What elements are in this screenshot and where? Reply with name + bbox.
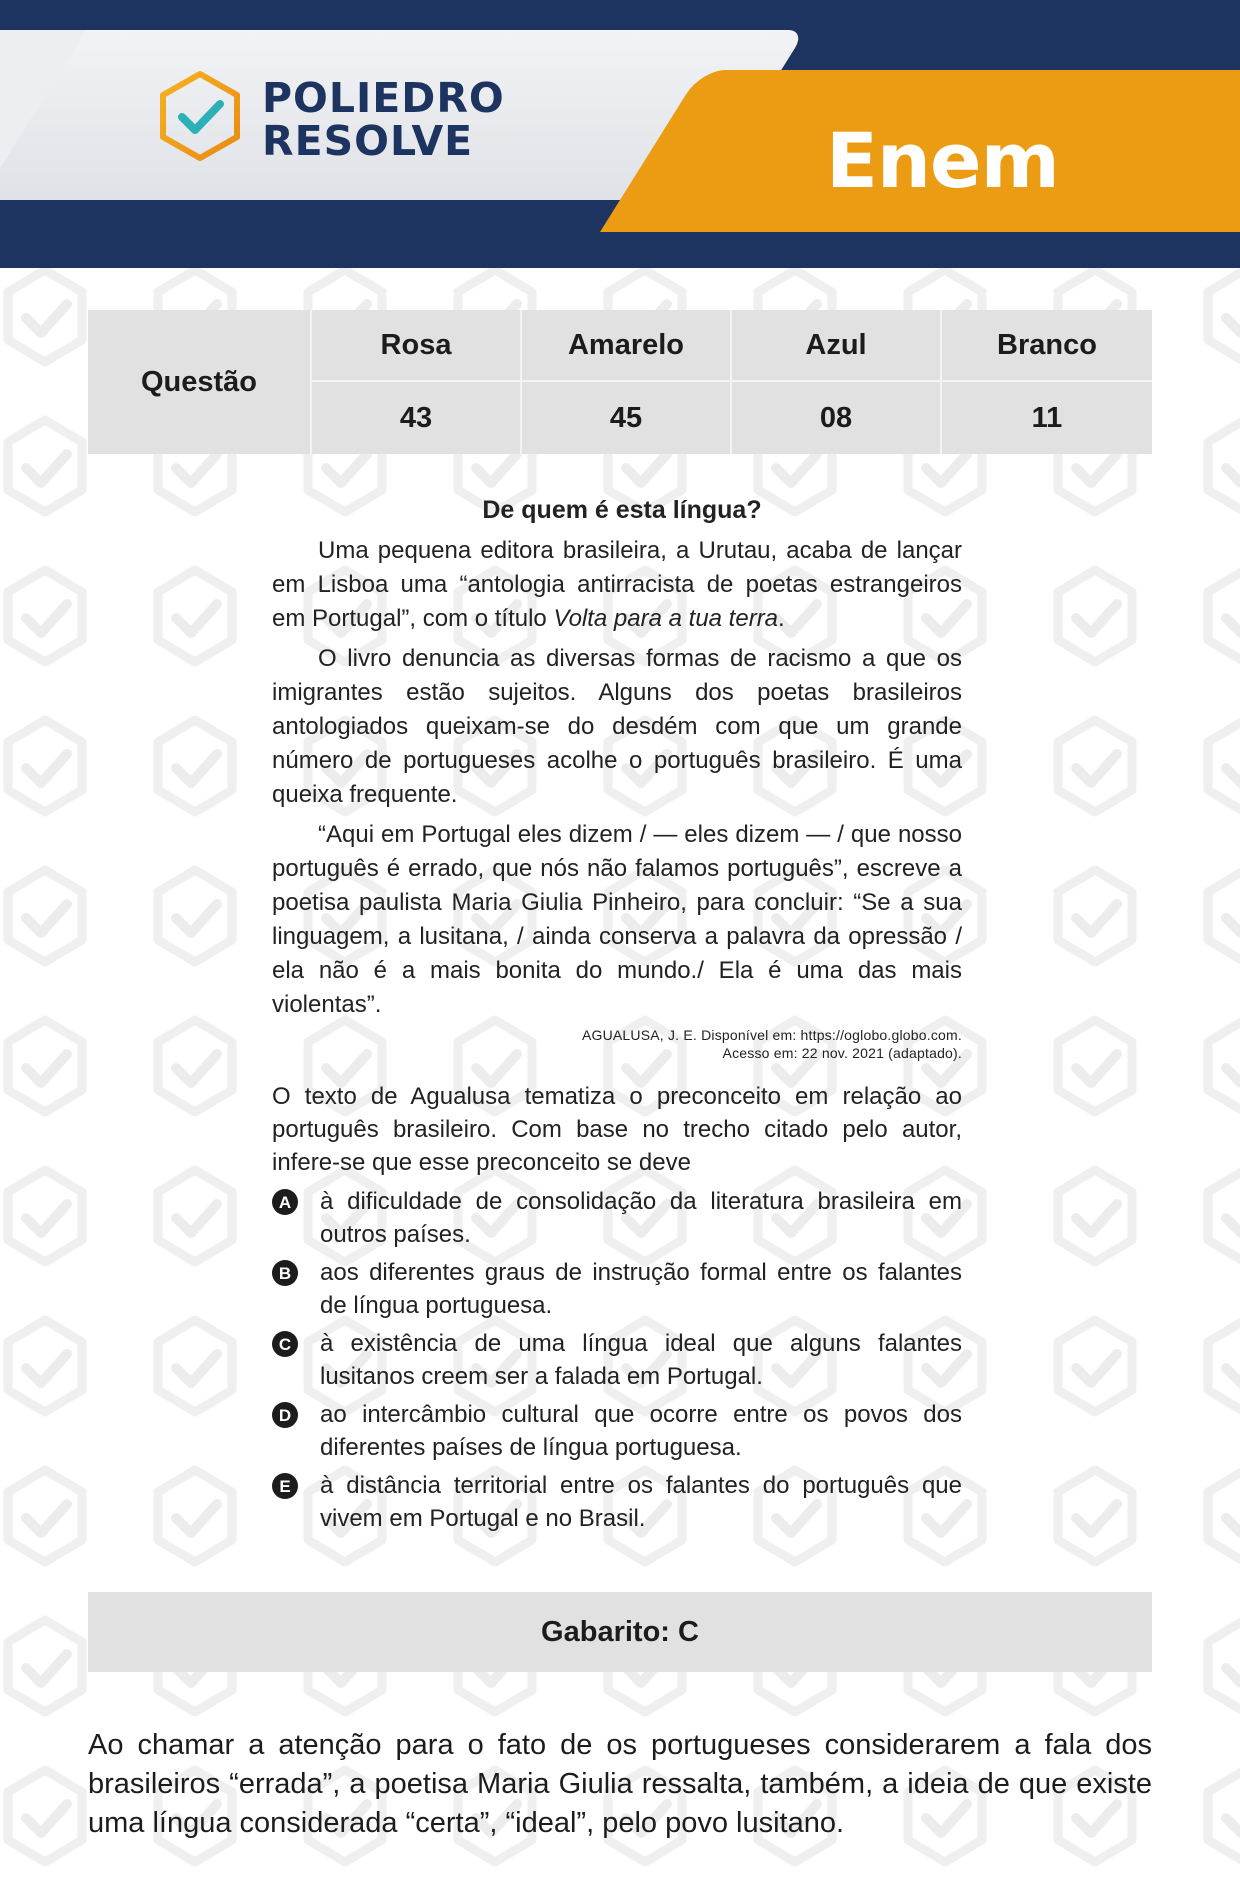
option-d-text: ao intercâmbio cultural que ocorre entre os povos dos diferentes países de língua portuguesa. — [320, 1401, 962, 1461]
question-prompt: O texto de Agualusa tematiza o preconceito em relação ao português brasileiro. Com base no trecho citado pelo autor, infere-se que esse preconceito se deve — [272, 1083, 962, 1176]
option-c-text: à existência de uma língua ideal que alguns falantes lusitanos creem ser a falada em Portugal. — [320, 1330, 962, 1390]
table-header-rosa: Rosa — [310, 310, 520, 382]
question-body — [272, 496, 962, 1535]
source-citation: AGUALUSA, J. E. Disponível em: https://oglobo.globo.com. Acesso em: 22 nov. 2021 (adaptado). — [581, 1027, 962, 1061]
paragraph-2: O livro denuncia as diversas formas de racismo a que os imigrantes estão sujeitos. Alguns dos poetas brasileiros antologiados queixam-se do desdém com que um grande número de portugueses acolhe o português brasileiro. É uma queixa frequente. — [272, 645, 962, 808]
option-a-text: à dificuldade de consolidação da literatura brasileira em outros países. — [320, 1188, 962, 1248]
option-a — [272, 1185, 962, 1251]
question-number-table — [88, 310, 1152, 454]
option-b — [272, 1256, 962, 1322]
paragraph-1: Uma pequena editora brasileira, a Urutau, acaba de lançar em Lisboa uma “antologia antirracista de poetas estrangeiros em Portugal”, com o título Volta para a tua terra. — [272, 537, 962, 632]
page-header — [0, 0, 1240, 268]
table-number-rosa: 43 — [310, 382, 520, 454]
table-label-questao: Questão — [88, 310, 310, 454]
option-e — [272, 1469, 962, 1535]
option-c-letter-icon: C — [272, 1331, 298, 1357]
option-d — [272, 1398, 962, 1464]
option-e-letter-icon: E — [272, 1473, 298, 1499]
hexagon-check-icon — [158, 70, 242, 162]
table-header-amarelo: Amarelo — [520, 310, 730, 382]
answer-options — [272, 1185, 962, 1535]
table-number-branco: 11 — [940, 382, 1152, 454]
option-c — [272, 1327, 962, 1393]
paragraph-3: “Aqui em Portugal eles dizem / — eles dizem — / que nosso português é errado, que nós não falamos português”, escreve a poetisa paulista Maria Giulia Pinheiro, para concluir: “Se a sua linguagem, a lusitana, / ainda conserva a palavra da opressão / ela não é a mais bonita do mundo./ Ela é uma das mais violentas”. — [272, 821, 962, 1018]
answer-explanation: Ao chamar a atenção para o fato de os portugueses considerarem a fala dos brasileiros “errada”, a poetisa Maria Giulia ressalta, também, a ideia de que existe uma língua considerada “certa”, “ideal”, pelo povo lusitano. — [88, 1729, 1152, 1839]
table-header-branco: Branco — [940, 310, 1152, 382]
answer-key-label: Gabarito: C — [541, 1615, 699, 1648]
exam-title: Enem — [826, 116, 1059, 205]
option-a-letter-icon: A — [272, 1189, 298, 1215]
option-b-text: aos diferentes graus de instrução formal entre os falantes de língua portuguesa. — [320, 1259, 962, 1319]
table-number-azul: 08 — [730, 382, 940, 454]
option-d-letter-icon: D — [272, 1402, 298, 1428]
answer-key-box — [88, 1592, 1152, 1672]
table-number-amarelo: 45 — [520, 382, 730, 454]
option-e-text: à distância territorial entre os falantes do português que vivem em Portugal e no Brasil. — [320, 1472, 962, 1532]
text-title: De quem é esta língua? — [482, 496, 762, 524]
brand-name-line1: POLIEDRO — [262, 74, 505, 122]
brand-name-line2: RESOLVE — [262, 117, 474, 165]
option-b-letter-icon: B — [272, 1260, 298, 1286]
table-header-azul: Azul — [730, 310, 940, 382]
book-title: Volta para a tua terra — [553, 605, 779, 632]
